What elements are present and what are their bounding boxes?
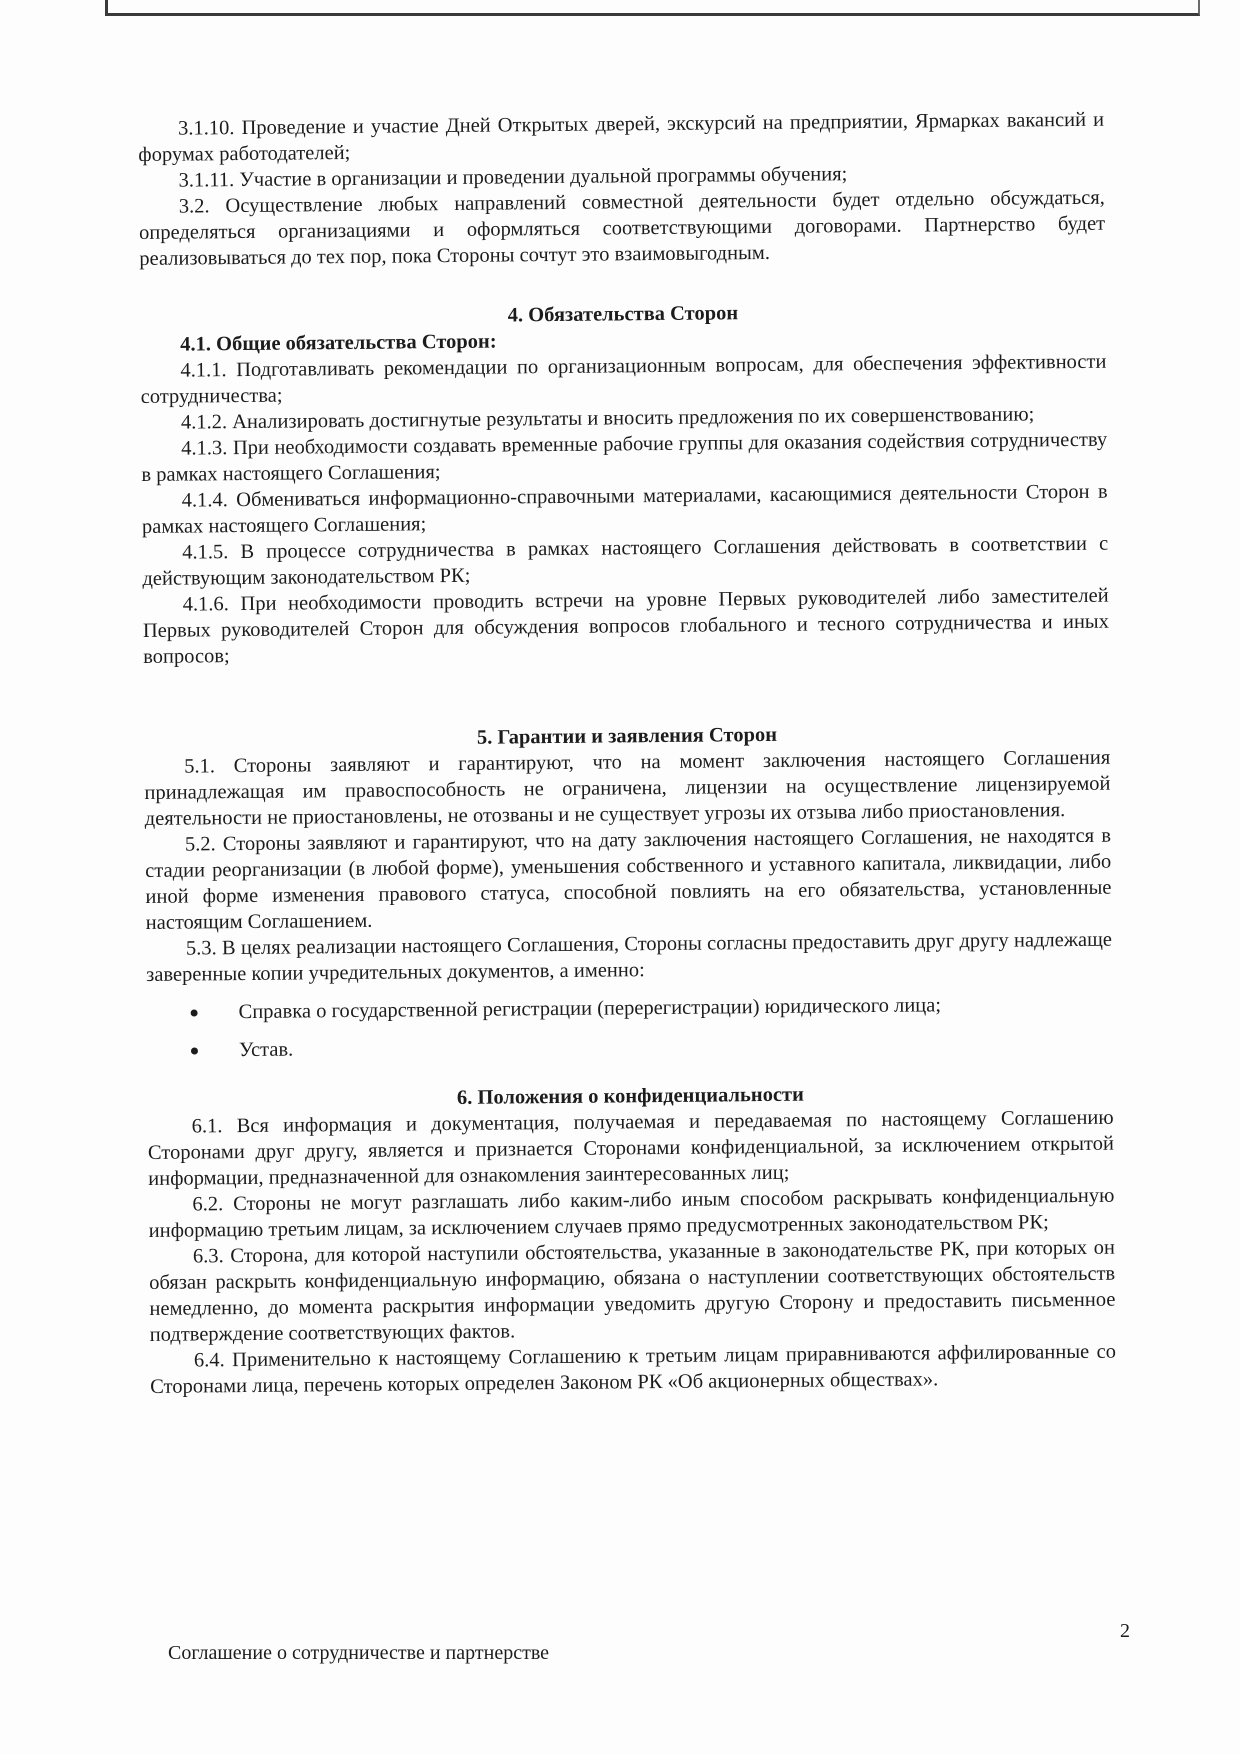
- list-item-text: Устав.: [238, 1038, 294, 1062]
- clause-5-1: 5.1. Стороны заявляют и гарантируют, что на момент заключения настоящего Соглашения принадлежащая им правоспособность не ограничена, лицензии на осуществление лицензируемой деятельности не приостановлены, не отозваны и не существует угрозы их отзыва либо приостановления.: [144, 746, 1111, 830]
- clause-4-1-5: 4.1.5. В процессе сотрудничества в рамках настоящего Соглашения действовать в соответствии с действующим законодательством РК;: [142, 532, 1109, 590]
- clause-6-3: 6.3. Сторона, для которой наступили обстоятельства, указанные в законодательстве РК, при которых он обязан раскрыть конфиденциальную информацию, обязана о наступлении соответствующих обстоятельств немедленно, до момента раскрытия информации уведомить другую Сторону и предоставить письменное подтверждение соответствующих фактов.: [149, 1236, 1116, 1346]
- section-4-1-subheading: 4.1. Общие обязательства Сторон:: [180, 330, 497, 356]
- clause-6-1: 6.1. Вся информация и документация, получаемая и передаваемая по настоящему Соглашению Сторонами друг другу, является и признается Сторонами конфиденциальной, за исключением открытой информации, предназначенной для ознакомления заинтересованных лиц;: [147, 1106, 1115, 1190]
- clause-3-2: 3.2. Осуществление любых направлений совместной деятельности будет отдельно обсуждаться, определяться организациями и оформляться соответствующими договорами. Партнерство будет реализовываться до тех пор, пока Стороны сочтут это взаимовыгодным.: [139, 186, 1106, 270]
- document-footer: Соглашение о сотрудничестве и партнерстве: [168, 1642, 550, 1664]
- section-4-heading: 4. Обязательства Сторон: [507, 302, 739, 327]
- clause-6-4: 6.4. Применительно к настоящему Соглашению к третьим лицам приравниваются аффилированные со Сторонами лица, перечень которых определен Законом РК «Об акционерных обществах».: [150, 1340, 1117, 1398]
- clause-5-3: 5.3. В целях реализации настоящего Соглашения, Стороны согласны предоставить друг другу надлежаще заверенные копии учредительных документов, а именно:: [146, 928, 1113, 986]
- clause-6-2: 6.2. Стороны не могут разглашать либо каким-либо иным способом раскрывать конфиденциальную информацию третьим лицам, за исключением случаев прямо предусмотренных законодательством РК;: [148, 1184, 1115, 1242]
- list-item: [146, 991, 1112, 1026]
- clause-4-1-1: 4.1.1. Подготавливать рекомендации по организационным вопросам, для обеспечения эффективности сотрудничества;: [140, 350, 1107, 408]
- document-body: [138, 107, 1116, 1400]
- page-number: 2: [1120, 1620, 1130, 1642]
- clause-3-1-11: 3.1.11. Участие в организации и проведении дуальной программы обучения;: [178, 163, 848, 192]
- section-5-heading: 5. Гарантии и заявления Сторон: [476, 723, 778, 749]
- clause-4-1-3: 4.1.3. При необходимости создавать временные рабочие группы для оказания содействия сотрудничеству в рамках настоящего Соглашения;: [141, 428, 1108, 486]
- list-item-text: Справка о государственной регистрации (перерегистрации) юридического лица;: [238, 994, 942, 1024]
- document-list: [146, 991, 1113, 1064]
- scan-edge-mark: [105, 0, 1200, 16]
- clause-5-2: 5.2. Стороны заявляют и гарантируют, что на дату заключения настоящего Соглашения, не находятся в стадии реорганизации (в любой форме), уменьшения собственного и уставного капитала, ликвидации, либо иной форме изменения правового статуса, способной повлиять на его обязательства, установленные настоящим Соглашением.: [145, 824, 1112, 934]
- clause-4-1-4: 4.1.4. Обмениваться информационно-справочными материалами, касающимися деятельности Сторон в рамках настоящего Соглашения;: [141, 480, 1108, 538]
- clause-3-1-10: 3.1.10. Проведение и участие Дней Открытых дверей, экскурсий на предприятии, Ярмарках вакансий и форумах работодателей;: [138, 108, 1105, 166]
- bullet-icon: [191, 1009, 198, 1016]
- bullet-icon: [191, 1047, 198, 1054]
- list-item: [147, 1029, 1113, 1064]
- section-6-heading: 6. Положения о конфиденциальности: [456, 1083, 804, 1109]
- clause-4-1-2: 4.1.2. Анализировать достигнутые результаты и вносить предложения по их совершенствованию;: [180, 403, 1035, 434]
- clause-4-1-6: 4.1.6. При необходимости проводить встречи на уровне Первых руководителей либо заместителей Первых руководителей Сторон для обсуждения вопросов глобального и тесного сотрудничества и иных вопросов;: [142, 584, 1110, 668]
